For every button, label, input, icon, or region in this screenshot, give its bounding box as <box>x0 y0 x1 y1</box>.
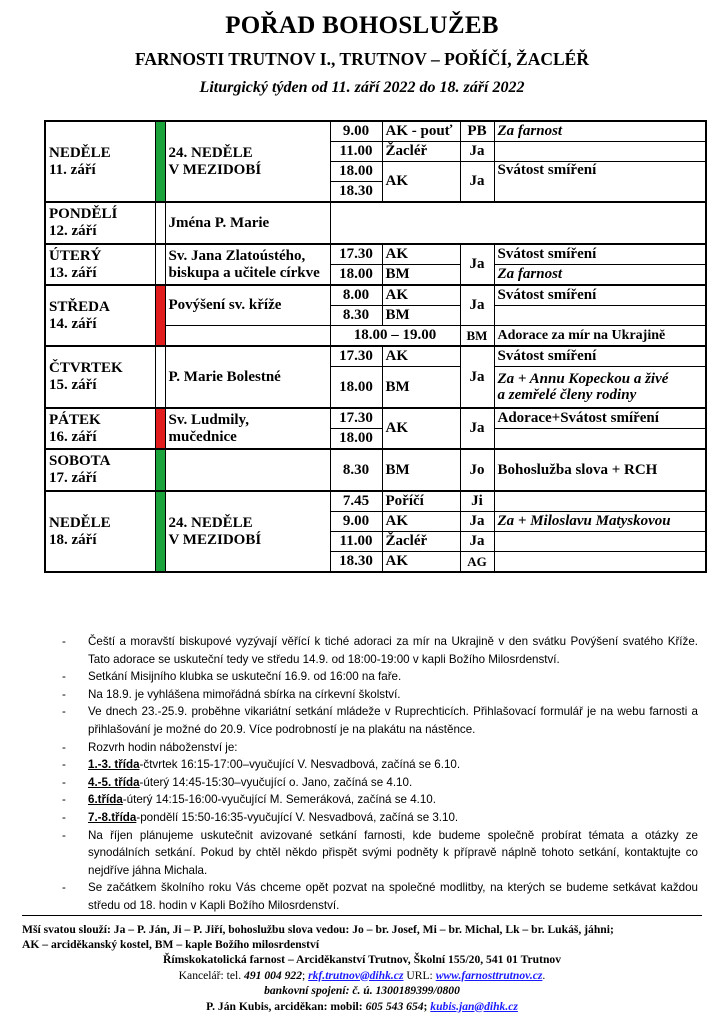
day-name: STŘEDA <box>49 298 110 315</box>
service-place: BM <box>382 367 460 409</box>
day-name: PONDĚLÍ <box>49 206 118 222</box>
service-time: 9.00 <box>330 121 382 142</box>
service-time: 18.00 – 19.00 <box>330 326 460 347</box>
service-time: 18.30 <box>330 552 382 573</box>
service-priest: Ja <box>460 244 494 285</box>
service-time: 17.30 <box>330 244 382 265</box>
service-note: Svátost smíření <box>494 244 706 265</box>
day-date: 11. září <box>49 161 96 178</box>
day-name: SOBOTA <box>49 453 111 469</box>
class-schedule-item <box>58 791 698 809</box>
service-note <box>494 306 706 326</box>
feast-cell: Povýšení sv. kříže <box>165 285 330 326</box>
service-note <box>494 532 706 552</box>
intention-line: a zemřelé členy rodiny <box>497 387 637 403</box>
day-name: ÚTERÝ <box>49 247 102 264</box>
service-place: Poříčí <box>382 491 460 512</box>
footer-contact <box>22 952 702 1014</box>
class-schedule-item <box>58 809 698 827</box>
service-priest: PB <box>460 121 494 142</box>
service-time: 8.30 <box>330 306 382 326</box>
service-time: 18.00 <box>330 367 382 409</box>
feast-cell: Jména P. Marie <box>165 202 330 244</box>
day-cell <box>45 202 155 244</box>
day-name: ČTVRTEK <box>49 360 123 376</box>
service-priest: Ja <box>460 532 494 552</box>
feast-cell-empty <box>165 326 330 347</box>
day-cell <box>45 491 155 572</box>
feast-cell: P. Marie Bolestné <box>165 346 330 408</box>
feast-line: Sv. Jana Zlatoústého, <box>168 247 306 264</box>
service-intention: Za farnost <box>494 121 706 142</box>
bank-account: bankovní spojení: č. ú. 1300189399/0800 <box>264 984 460 997</box>
legend-priests: Mší svatou slouží: Ja – P. Ján, Ji – P. Jiří, bohoslužbu slova vedou: Jo – br. Josef, Mi – br. Michal, Lk – br. Lukáš, jáhni; <box>22 923 614 936</box>
day-cell <box>45 449 155 491</box>
day-date: 12. září <box>49 223 97 239</box>
priest-label: P. Ján Kubis, arciděkan: mobil: <box>206 999 363 1013</box>
class-schedule-item <box>58 756 698 774</box>
priest-contact: P. Ján Kubis, arciděkan: mobil: 605 543 654; kubis.jan@dihk.cz <box>206 999 518 1013</box>
feast-line: V MEZIDOBÍ <box>168 531 262 548</box>
service-note: Bohoslužba slova + RCH <box>494 449 706 491</box>
legend-places: AK – arciděkanský kostel, BM – kaple Božího milosrdenství <box>22 938 320 951</box>
service-place: BM <box>382 449 460 491</box>
service-note: Svátost smíření <box>494 346 706 367</box>
office-contact: Kancelář: tel. 491 004 922; rkf.trutnov@dihk.cz URL: www.farnosttrutnov.cz. <box>178 968 546 982</box>
service-priest: Ja <box>460 162 494 203</box>
class-detail: -úterý 14:45-15:30–vyučující o. Jano, začíná se 4.10. <box>139 775 413 789</box>
feast-line: V MEZIDOBÍ <box>168 161 262 178</box>
day-date: 15. září <box>49 377 97 393</box>
service-time: 11.00 <box>330 142 382 162</box>
office-label: Kancelář: tel. <box>178 968 242 982</box>
service-note <box>494 142 706 162</box>
feast-cell <box>165 491 330 572</box>
service-place: Žacléř <box>382 142 460 162</box>
service-place: AK <box>382 285 460 306</box>
service-priest: Ja <box>460 142 494 162</box>
service-note: Svátost smíření <box>494 285 706 306</box>
feast-line: mučednice <box>168 428 237 445</box>
service-time: 8.00 <box>330 285 382 306</box>
feast-line: 24. NEDĚLE <box>168 514 253 531</box>
priest-mobile: 605 543 654 <box>365 999 424 1013</box>
service-note <box>494 429 706 450</box>
service-time: 17.30 <box>330 346 382 367</box>
announcement: - Na říjen plánujeme uskutečnit avizované setkání farnosti, kde budeme společně probírat témata a otázky ze synodálních setkání. Pokud by chtěl někdo přispět svými podněty k přípravě náplně tohoto setkání, kontaktujte co nejdříve jáhna Michala. <box>58 827 698 880</box>
announcement: - Na 18.9. je vyhlášena mimořádná sbírka na církevní školství. <box>58 686 698 704</box>
announcement: - Se začátkem školního roku Vás chceme opět pozvat na společné modlitby, na kterých se budeme setkávat každou středu od 18. hodin v Kapli Božího Milosrdenství. <box>58 879 698 914</box>
day-row <box>45 346 706 367</box>
day-cell <box>45 346 155 408</box>
service-place: AK <box>382 244 460 265</box>
service-place: AK <box>382 552 460 573</box>
class-schedule-item <box>58 774 698 792</box>
service-priest: Ja <box>460 512 494 532</box>
service-priest: Jo <box>460 449 494 491</box>
service-time: 18.30 <box>330 182 382 203</box>
announcement: - Rozvrh hodin náboženství je: <box>58 739 698 757</box>
priest-email-link[interactable]: kubis.jan@dihk.cz <box>430 999 518 1013</box>
service-time: 18.00 <box>330 429 382 450</box>
day-row <box>45 244 706 265</box>
day-row <box>45 121 706 142</box>
service-place: AK <box>382 162 460 203</box>
announcements-list <box>58 633 698 915</box>
feast-cell <box>165 449 330 491</box>
service-place: AK <box>382 408 460 449</box>
liturgical-week: Liturgický týden od 11. září 2022 do 18. září 2022 <box>199 79 525 96</box>
day-cell <box>45 244 155 285</box>
footer-legend <box>22 922 702 952</box>
service-place: AK <box>382 512 460 532</box>
feast-line: 24. NEDĚLE <box>168 144 253 161</box>
class-label: 4.-5. třída <box>88 775 140 789</box>
service-time: 11.00 <box>330 532 382 552</box>
day-row <box>45 449 706 491</box>
page-title: POŘAD BOHOSLUŽEB <box>225 12 499 39</box>
service-note: Adorace za mír na Ukrajině <box>494 326 706 347</box>
liturgical-color-bar <box>155 449 165 491</box>
service-note: Svátost smíření <box>494 162 706 203</box>
service-note: Adorace+Svátost smíření <box>494 408 706 429</box>
day-cell <box>45 285 155 346</box>
feast-cell <box>165 408 330 449</box>
day-name: NEDĚLE <box>49 514 111 531</box>
feast-cell <box>165 121 330 202</box>
service-time: 7.45 <box>330 491 382 512</box>
liturgical-color-bar <box>155 491 165 572</box>
service-schedule-table <box>44 120 707 573</box>
class-label: 1.-3. třída <box>88 758 140 772</box>
service-priest: AG <box>460 552 494 573</box>
service-place: Žacléř <box>382 532 460 552</box>
footer-divider <box>22 915 702 916</box>
day-date: 18. září <box>49 531 97 548</box>
class-detail: -úterý 14:15-16:00-vyučující M. Semeráková, začíná se 4.10. <box>122 793 436 807</box>
feast-line: biskupa a učitele církve <box>168 264 320 281</box>
day-date: 17. září <box>49 470 97 486</box>
service-note <box>494 491 706 512</box>
url-label: URL: <box>406 968 433 982</box>
day-row <box>45 408 706 429</box>
service-priest: Ja <box>460 346 494 408</box>
service-time: 18.00 <box>330 162 382 182</box>
office-email-link[interactable]: rkf.trutnov@dihk.cz <box>308 968 404 982</box>
parish-subtitle: FARNOSTI TRUTNOV I., TRUTNOV – POŘÍČÍ, ŽACLÉŘ <box>135 49 589 69</box>
office-phone: 491 004 922 <box>244 968 302 982</box>
liturgical-color-bar <box>155 121 165 202</box>
website-link[interactable]: www.farnosttrutnov.cz <box>435 968 543 982</box>
service-priest: Ji <box>460 491 494 512</box>
day-name: NEDĚLE <box>49 144 111 161</box>
service-place: BM <box>382 265 460 286</box>
feast-cell <box>165 244 330 285</box>
day-row <box>45 285 706 306</box>
class-label: 6.třída <box>88 793 123 807</box>
service-priest: Ja <box>460 285 494 326</box>
liturgical-color-bar <box>155 408 165 449</box>
service-time: 9.00 <box>330 512 382 532</box>
service-note <box>494 552 706 573</box>
announcement: - Čeští a moravští biskupové vyzývají věřící k tiché adoraci za mír na Ukrajině v den svátku Povýšení svatého Kříže. Tato adorace se uskuteční tedy ve středu 14.9. od 18:00-19:00 v kapli Božího Milosrdenství. <box>58 633 698 668</box>
service-time: 17.30 <box>330 408 382 429</box>
parish-address: Římskokatolická farnost – Arciděkanství Trutnov, Školní 155/20, 541 01 Trutnov <box>162 953 561 966</box>
service-intention: Za farnost <box>494 265 706 286</box>
service-place: BM <box>382 306 460 326</box>
empty-services <box>330 202 706 244</box>
service-place: AK <box>382 346 460 367</box>
service-intention: Za + Miloslavu Matyskovou <box>494 512 706 532</box>
day-row <box>45 202 706 244</box>
liturgical-color-bar <box>155 202 165 244</box>
class-detail: -pondělí 15:50-16:35-vyučující V. Nesvadbová, začíná se 3.10. <box>136 810 459 824</box>
class-detail: -čtvrtek 16:15-17:00–vyučující V. Nesvadbová, začíná se 6.10. <box>139 758 461 772</box>
liturgical-color-bar <box>155 346 165 408</box>
liturgical-color-bar <box>155 244 165 285</box>
service-place: BM <box>460 326 494 347</box>
announcement: - Ve dnech 23.-25.9. proběhne vikariátní setkání mládeže v Ruprechticích. Přihlašovací formulář je na webu farnosti a přihlašování je možné do 20.9. Více podrobností je na plakátu na nástěnce. <box>58 703 698 738</box>
day-date: 14. září <box>49 315 97 332</box>
intention-line: Za + Annu Kopeckou a živé <box>497 371 669 387</box>
service-time: 18.00 <box>330 265 382 286</box>
class-label: 7.-8.třída <box>88 810 137 824</box>
day-name: PÁTEK <box>49 411 101 428</box>
day-row <box>45 491 706 512</box>
day-date: 13. září <box>49 264 97 281</box>
liturgical-color-bar <box>155 285 165 346</box>
service-place: AK - pouť <box>382 121 460 142</box>
day-date: 16. září <box>49 428 97 445</box>
feast-line: Sv. Ludmily, <box>168 411 249 428</box>
announcement: - Setkání Misijního klubka se uskuteční 16.9. od 16:00 na faře. <box>58 668 698 686</box>
service-time: 8.30 <box>330 449 382 491</box>
day-cell <box>45 408 155 449</box>
service-intention <box>494 367 706 409</box>
service-priest: Ja <box>460 408 494 449</box>
day-cell <box>45 121 155 202</box>
